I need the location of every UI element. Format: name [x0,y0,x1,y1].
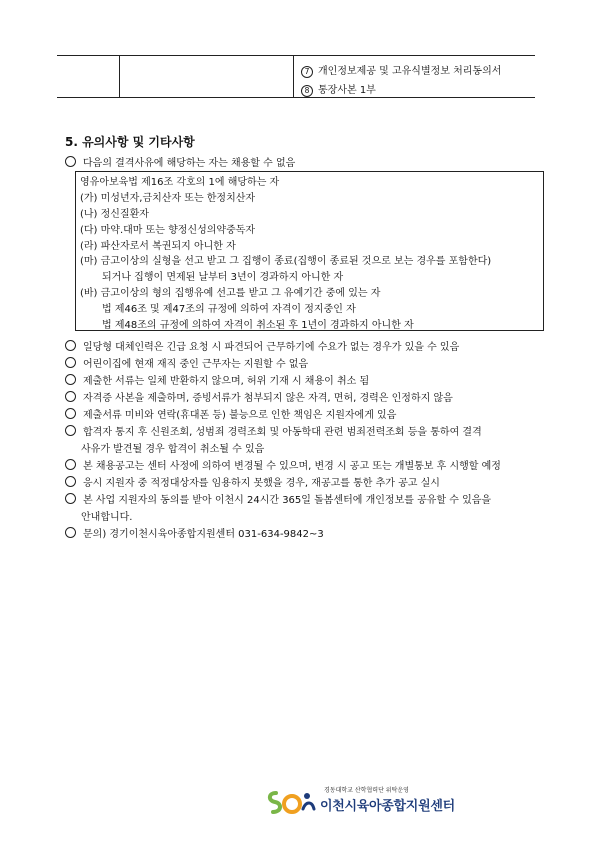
box-line: (나) 정신질환자 [80,209,149,220]
section-title: 5. 유의사항 및 기타사항 [65,135,195,149]
box-line: (다) 마약.대마 또는 향정신성의약중독자 [80,225,256,236]
list-item: 제출한 서류는 일체 반환하지 않으며, 허위 기재 시 채용이 취소 됨 [65,372,369,387]
footer-subtitle: 경동대학교 산학협력단 위탁운영 [324,787,409,794]
list-item: 문의) 경기이천시육아종합지원센터 031-634-9842~3 [65,525,324,540]
table-cell-empty [120,56,294,97]
list-item: 본 사업 지원자의 동의를 받아 이천시 24시간 365일 돌봄센터에 개인정보를 공유할 수 있음을 [65,491,491,506]
bullet-circle-icon [65,374,76,385]
footer-logo-block [300,783,455,823]
box-line: (바) 금고이상의 형의 집행유예 선고를 받고 그 유예기간 중에 있는 자 [80,288,381,299]
list-item: 응시 지원자 중 적정대상자를 임용하지 못했을 경우, 재공고를 통한 추가 공고 실시 [65,474,440,489]
table-item: 8 통장사본 1부 [301,81,376,97]
bullet-circle-icon [65,357,76,368]
box-line: 영유아보육법 제16조 각호의 1에 해당하는 자 [80,177,280,188]
document-table [57,55,535,98]
bullet-circle-icon [65,340,76,351]
list-item: 일당형 대체인력은 긴급 요청 시 파견되어 근무하기에 수요가 없는 경우가 있을 수 있음 [65,338,459,353]
list-item: 본 채용공고는 센터 사정에 의하여 변경될 수 있으며, 변경 시 공고 또는 개별통보 후 시행할 예정 [65,457,501,472]
box-line: (라) 파산자로서 복권되지 아니한 자 [80,241,236,252]
bullet-circle-icon [65,156,76,167]
table-cell-empty [57,56,120,97]
list-item: 자격증 사본을 제출하며, 증빙서류가 첨부되지 않은 자격, 면허, 경력은 인정하지 않음 [65,389,453,404]
box-line: 법 제46조 및 제47조의 규정에 의하여 자격이 정지중인 자 [102,304,356,315]
list-item: 다음의 결격사유에 해당하는 자는 채용할 수 없음 [65,154,295,169]
box-line: 법 제48조의 규정에 의하여 자격이 취소된 후 1년이 경과하지 아니한 자 [102,320,414,331]
bullet-circle-icon [65,459,76,470]
box-line: (가) 미성년자,금치산자 또는 한정치산자 [80,193,256,204]
box-line: (마) 금고이상의 실형을 선고 받고 그 집행이 종료(집행이 종료된 것으로 보는 경우를 포함한다) [80,256,492,267]
bullet-circle-icon [65,476,76,487]
table-item: 7 개인정보제공 및 고유식별정보 처리동의서 [301,62,501,78]
list-item: 합격자 통지 후 신원조회, 성범죄 경력조회 및 아동학대 관련 범죄전력조회 등을 통하여 결격 [65,423,482,438]
list-item: 어린이집에 현재 재직 중인 근무자는 지원할 수 없음 [65,355,308,370]
circled-number-7: 7 [301,66,313,78]
box-line: 되거나 집행이 면제된 날부터 3년이 경과하지 아니한 자 [102,272,344,283]
bullet-circle-icon [65,391,76,402]
bullet-circle-icon [65,425,76,436]
circled-number-8: 8 [301,85,313,97]
footer-org-name: 이천시육아종합지원센터 [320,799,455,814]
center-logo-icon [262,787,318,817]
bullet-circle-icon [65,408,76,419]
list-item: 제출서류 미비와 연락(휴대폰 등) 불능으로 인한 책임은 지원자에게 있음 [65,406,396,421]
list-item-continuation: 사유가 발견될 경우 합격이 취소될 수 있음 [81,444,265,455]
list-item-continuation: 안내합니다. [81,512,133,523]
bullet-circle-icon [65,527,76,538]
bullet-circle-icon [65,493,76,504]
